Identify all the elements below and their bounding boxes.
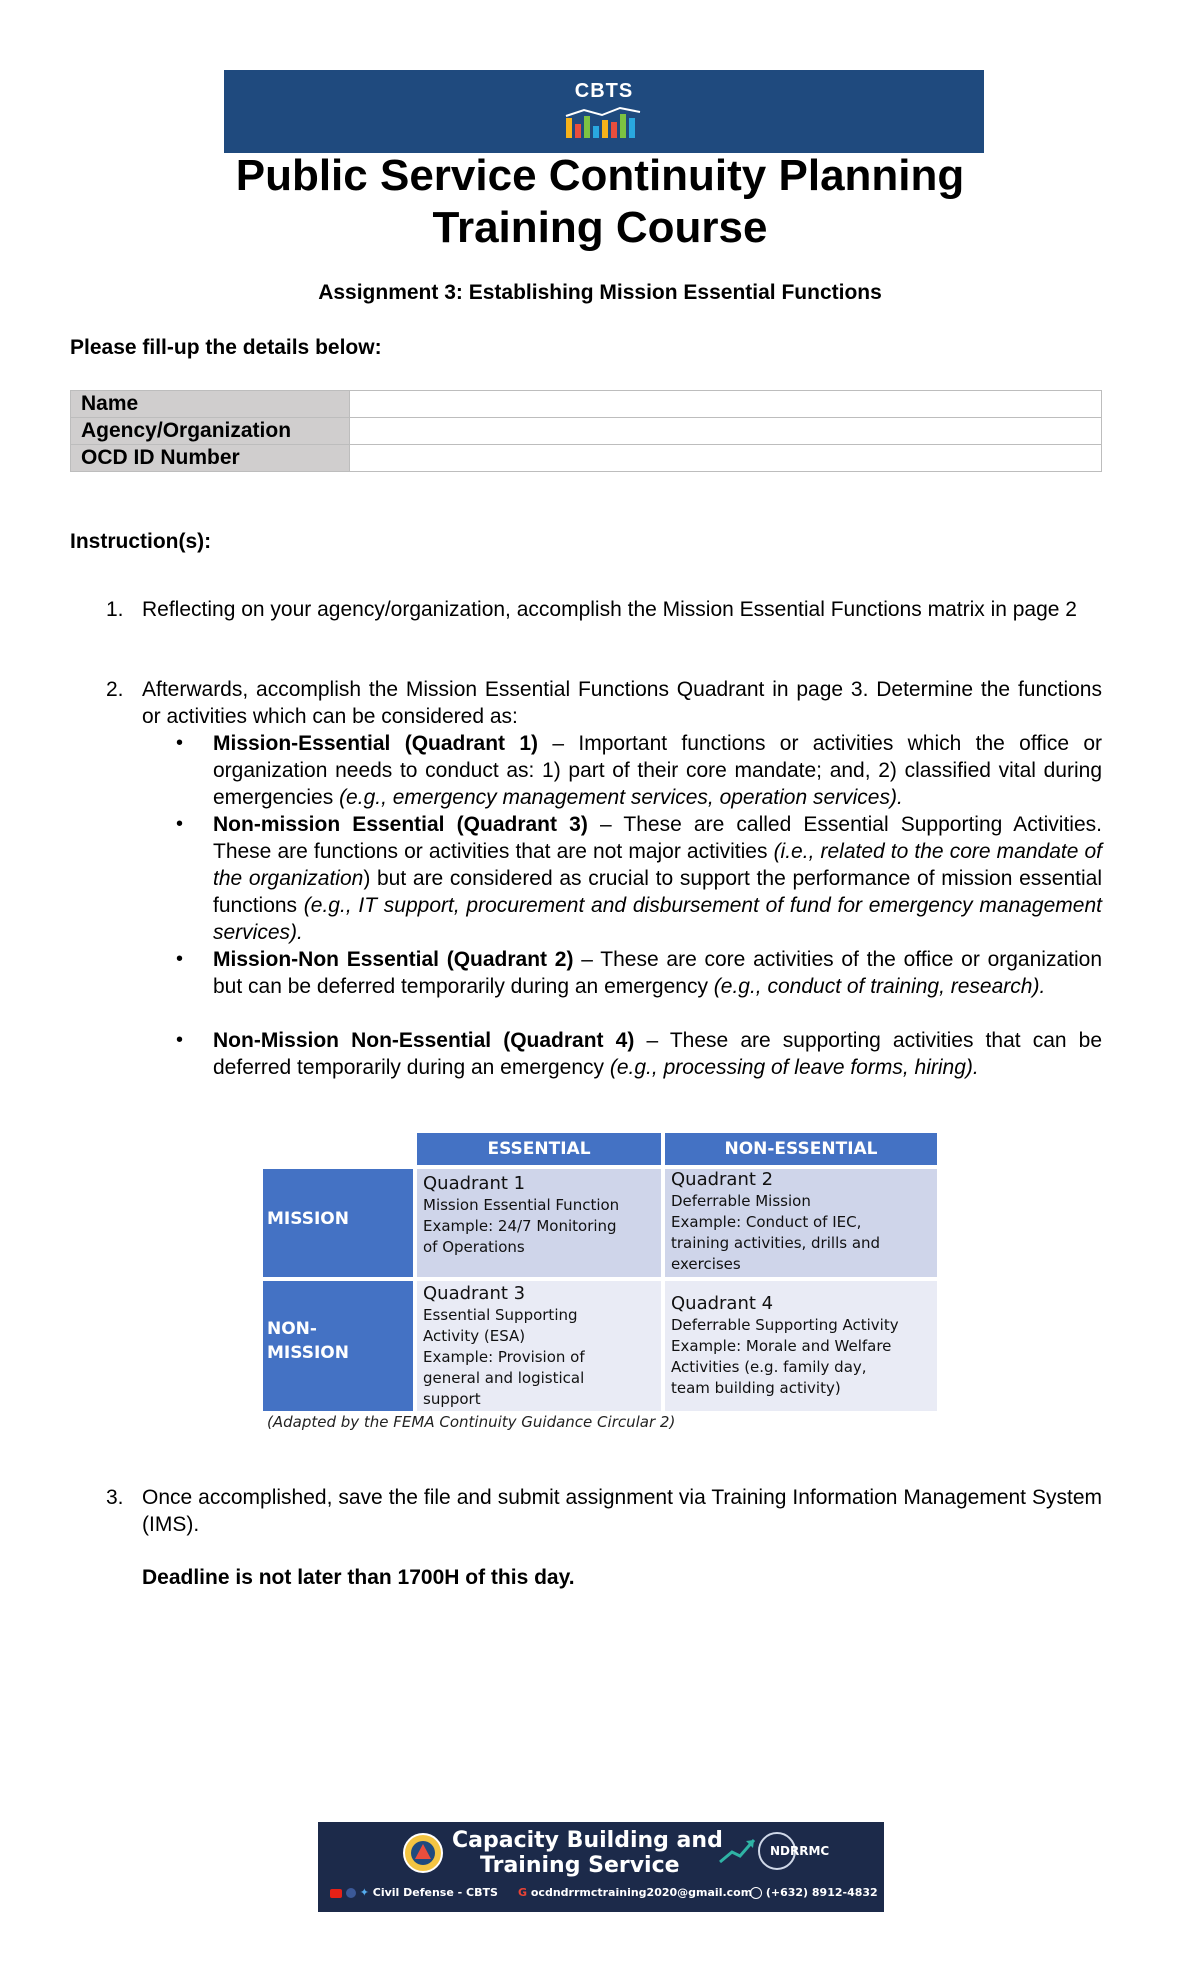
page-title [0,150,1200,254]
bullet-4-text: – These are supporting activities that can be deferred temporarily during an emergency [213,1029,1103,1079]
figure-caption: (Adapted by the FEMA Continuity Guidance Circular 2) [267,1413,676,1431]
ocd-id-label: OCD ID Number [71,445,350,472]
item-2-number: 2. [106,678,124,701]
bullet-1-text: – Important functions or activities which the office or organization needs to conduct as: 1) part of their core mandate; and, 2) classified vital during emergencies [213,732,1102,809]
title-line-2: Training Course [432,203,768,252]
bullet-dot: • [176,813,184,835]
fillup-prompt: Please fill-up the details below: [70,336,382,359]
footer-email-row [518,1886,752,1899]
item-2-text: Afterwards, accomplish the Mission Essential Functions Quadrant in page 3. Determine the functions or activities which can be considered as: [142,678,1102,728]
quadrant-3-desc: Essential Supporting Activity (ESA) Example: Provision of general and logistical support [423,1306,585,1408]
quadrant-figure [263,1133,937,1413]
item-3-text: Once accomplished, save the file and submit assignment via Training Information Management System (IMS). [142,1486,1102,1536]
row-header-non-mission: NON- MISSION [263,1281,413,1411]
quadrant-3-title: Quadrant 3 [423,1283,526,1304]
facebook-icon [346,1888,356,1898]
trend-arrow-icon [718,1836,758,1866]
quadrant-4-title: Quadrant 4 [671,1293,774,1314]
bullet-3-text: – These are core activities of the office or organization but can be deferred temporarily during an emergency [213,948,1102,998]
phone-icon [750,1887,762,1899]
bullet-4-example: (e.g., processing of leave forms, hiring). [609,1056,979,1079]
header-banner [224,70,984,153]
deadline-note: Deadline is not later than 1700H of this day. [142,1566,575,1589]
bullet-3-example: (e.g., conduct of training, research). [713,975,1046,998]
bullet-2-text: – These are called Essential Supporting Activities. These are functions or activities that are not major activities [213,813,1102,863]
twitter-icon: ✦ [359,1886,369,1899]
google-icon: G [518,1886,528,1899]
bullet-2-example-2: (e.g., IT support, procurement and disbursement of fund for emergency management services). [213,894,1102,944]
bullet-non-mission-essential [213,811,1102,946]
name-label: Name [71,391,350,418]
bullet-2-term: Non-mission Essential (Quadrant 3) [213,813,588,836]
bullet-mission-non-essential [213,946,1102,1000]
ocd-id-field[interactable] [350,445,1102,472]
assignment-subtitle: Assignment 3: Establishing Mission Essential Functions [318,281,882,304]
col-header-non-essential: NON-ESSENTIAL [665,1133,937,1165]
footer-phone-row [750,1886,878,1899]
table-row [71,418,1102,445]
cbts-logo-text: CBTS [574,80,634,102]
table-row [71,391,1102,418]
item-3-number: 3. [106,1486,124,1509]
row-header-mission: MISSION [263,1169,413,1277]
ndrrmc-badge: NDRRMC [770,1844,830,1858]
bullet-mission-essential [213,730,1102,811]
quadrant-2-desc: Deferrable Mission Example: Conduct of IEC, training activities, drills and exercises [671,1192,881,1273]
footer-phone[interactable]: (+632) 8912-4832 [765,1886,878,1899]
bullet-2-tail: ) but are considered as crucial to support the performance of mission essential functions [213,867,1102,917]
details-table [70,390,1102,472]
bullet-non-mission-non-essential [213,1027,1102,1081]
bullet-1-term: Mission-Essential (Quadrant 1) [213,732,539,755]
footer-social-handle[interactable]: Civil Defense - CBTS [372,1886,498,1899]
title-line-1: Public Service Continuity Planning [235,151,965,200]
bullet-3-term: Mission-Non Essential (Quadrant 2) [213,948,574,971]
footer-banner [318,1822,884,1912]
instructions-heading: Instruction(s): [70,530,212,553]
bullet-dot: • [176,948,184,970]
bullet-dot: • [176,732,184,754]
quadrant-1-title: Quadrant 1 [423,1173,526,1194]
col-header-essential: ESSENTIAL [417,1133,661,1165]
youtube-icon [330,1889,342,1898]
quadrant-2-title: Quadrant 2 [671,1169,774,1190]
footer-title-line-1: Capacity Building and [452,1828,723,1853]
item-1-number: 1. [106,598,124,621]
quadrant-1-cell [417,1169,661,1277]
footer-title-line-2: Training Service [480,1853,680,1878]
name-field[interactable] [350,391,1102,418]
ocd-seal-icon [402,1832,444,1874]
item-1-text: Reflecting on your agency/organization, accomplish the Mission Essential Functions matrix in page 2 [142,598,1077,621]
footer-social-row [330,1886,498,1899]
quadrant-4-desc: Deferrable Supporting Activity Example: Morale and Welfare Activities (e.g. family day, team building activity) [671,1316,899,1397]
quadrant-1-desc: Mission Essential Function Example: 24/7 Monitoring of Operations [423,1196,620,1256]
agency-field[interactable] [350,418,1102,445]
bullet-4-term: Non-Mission Non-Essential (Quadrant 4) [213,1029,635,1052]
bullet-2-example: (i.e., related to the core mandate of the organization [213,840,1102,890]
table-row [71,445,1102,472]
agency-label: Agency/Organization [71,418,350,445]
bullet-dot: • [176,1029,184,1051]
bullet-1-example: (e.g., emergency management services, operation services). [339,786,903,809]
quadrant-4-cell [665,1281,937,1411]
footer-title [452,1828,723,1878]
footer-email[interactable]: ocdndrrmctraining2020@gmail.com [530,1886,753,1899]
quadrant-2-cell [665,1169,937,1277]
cbts-bar-chart-icon [564,106,646,140]
quadrant-3-cell [417,1281,661,1411]
